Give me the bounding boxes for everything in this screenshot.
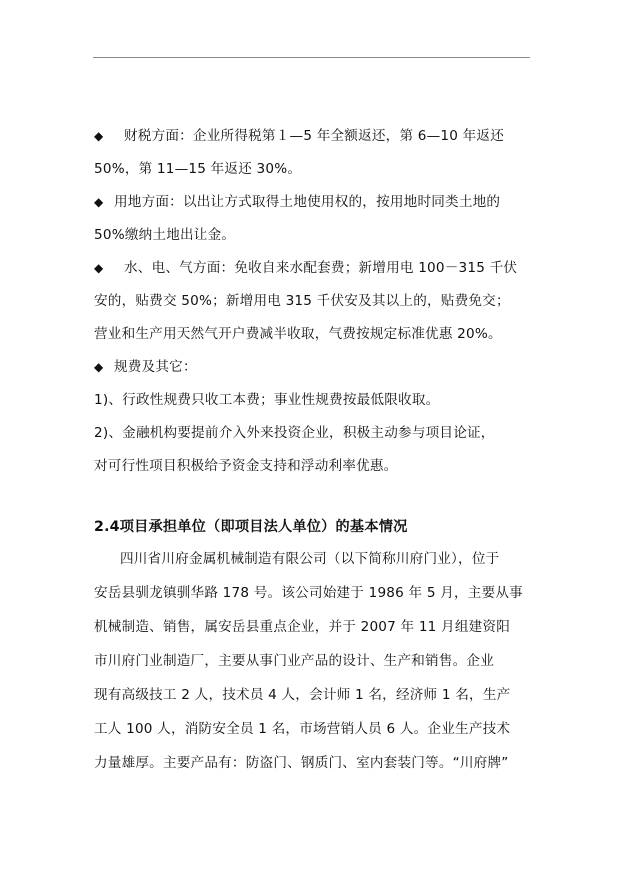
company-paragraph-line-6: 工人 100 人，消防安全员 1 名，市场营销人员 6 人。企业生产技术 <box>94 721 511 737</box>
section-heading: 2.4项目承担单位（即项目法人单位）的基本情况 <box>94 519 408 535</box>
policy-tax-line-1: ◆ 财税方面：企业所得税第１—5 年全额返还，第 6—10 年返还 <box>94 128 505 144</box>
company-paragraph-line-2: 安岳县驯龙镇驯华路 178 号。该公司始建于 1986 年 5 月，主要从事 <box>94 585 523 601</box>
policy-fees-item-1: 1)、行政性规费只收工本费；事业性规费按最低限收取。 <box>94 392 440 408</box>
company-paragraph-line-4: 市川府门业制造厂，主要从事门业产品的设计、生产和销售。企业 <box>94 653 495 669</box>
diamond-bullet-icon: ◆ <box>94 261 104 275</box>
diamond-bullet-icon: ◆ <box>94 360 104 374</box>
policy-fees-item-2-cont: 对可行性项目积极给予资金支持和浮动利率优惠。 <box>94 458 398 474</box>
diamond-bullet-icon: ◆ <box>94 129 104 143</box>
policy-tax-line-2: 50%，第 11—15 年返还 30%。 <box>94 161 302 177</box>
diamond-bullet-icon: ◆ <box>94 195 104 209</box>
policy-utilities-line-3: 营业和生产用天然气开户费减半收取，气费按规定标准优惠 20%。 <box>94 326 502 342</box>
policy-utilities-line-2: 安的，贴费交 50%；新增用电 315 千伏安及其以上的，贴费免交； <box>94 293 510 309</box>
policy-fees-item-2: 2)、金融机构要提前介入外来投资企业，积极主动参与项目论证， <box>94 425 495 441</box>
company-paragraph-line-3: 机械制造、销售，属安岳县重点企业，并于 2007 年 11 月组建资阳 <box>94 619 511 635</box>
company-paragraph-line-1: 四川省川府金属机械制造有限公司（以下简称川府门业），位于 <box>120 551 500 567</box>
header-rule <box>93 57 530 58</box>
company-paragraph-line-5: 现有高级技工 2 人，技术员 4 人，会计师 1 名，经济师 1 名，生产 <box>94 687 511 703</box>
policy-land-line-2: 50%缴纳土地出让金。 <box>94 227 236 243</box>
policy-fees-heading: ◆ 规费及其它： <box>94 359 197 375</box>
company-paragraph-line-7: 力量雄厚。主要产品有：防盗门、钢质门、室内套装门等。“川府牌” <box>94 755 509 771</box>
policy-utilities-line-1: ◆ 水、电、气方面：免收自来水配套费；新增用电 100－315 千伏 <box>94 260 518 276</box>
policy-land-line-1: ◆ 用地方面：以出让方式取得土地使用权的，按用地时同类土地的 <box>94 194 501 210</box>
